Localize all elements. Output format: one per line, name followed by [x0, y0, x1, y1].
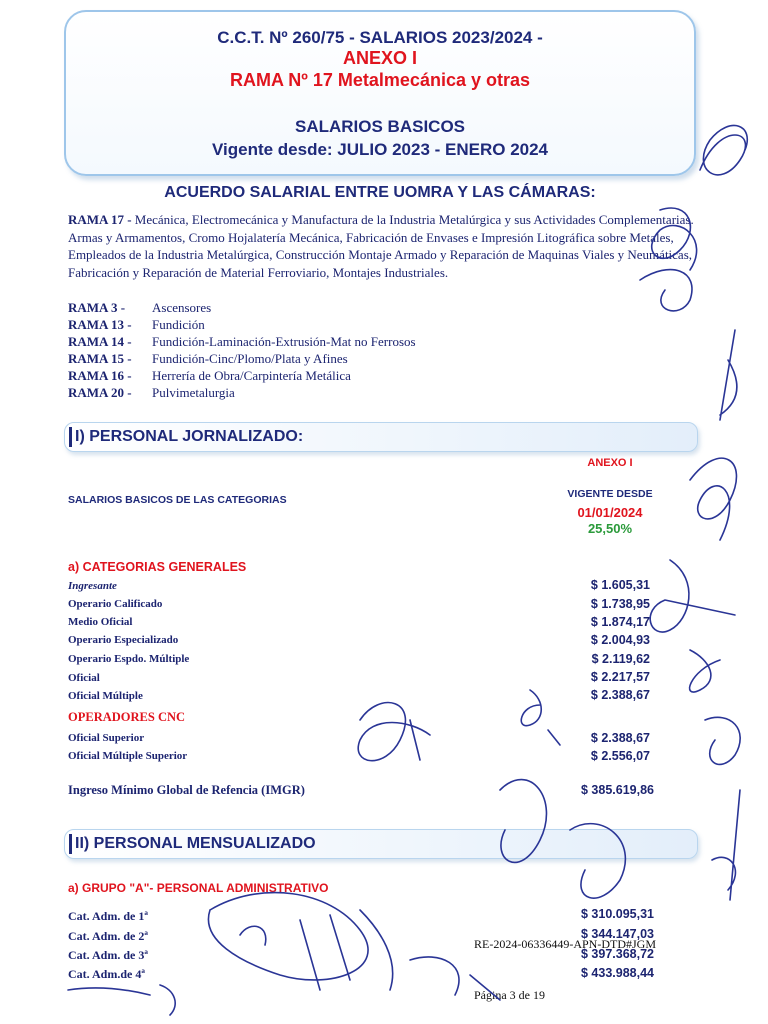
rama-line: [68, 300, 211, 316]
rama-desc: Herrería de Obra/Carpintería Metálica: [152, 368, 351, 383]
adm-value: $ 433.988,44: [581, 966, 654, 980]
rama-number: RAMA 14 -: [68, 334, 132, 349]
jornalizado-banner: I) PERSONAL JORNALIZADO:: [64, 422, 698, 452]
adm-value: $ 344.147,03: [581, 927, 654, 941]
rama17-paragraph: [68, 211, 698, 281]
signature-stroke: [300, 910, 393, 990]
rama-number: RAMA 13 -: [68, 317, 132, 332]
rama-line: [68, 334, 416, 350]
page-number: Página 3 de 19: [474, 988, 545, 1002]
rama17-text: Mecánica, Electromecánica y Manufactura de la Industria Metalúrgica y sus Actividades Complementarias. Armas y Armamentos, Cromo Hojalatería Mecánica, Fabricación de Envases e Impresión Litográfica sobre Metales, Empleados de la Industria Metalúrgica, Construcción Montaje Armado y Reparación de Maquinas Viales y Neumáticas, Fabricación y Reparación de Material Ferroviario, Montajes Industriales.: [68, 212, 694, 280]
signature-stroke: [68, 985, 175, 1015]
vigente-desde-label: VIGENTE DESDE: [567, 488, 653, 500]
categoria-value: $ 1.738,95: [590, 597, 650, 611]
rama-desc: Fundición-Cinc/Plomo/Plata y Afines: [152, 351, 348, 366]
rama-number: RAMA 3 -: [68, 300, 126, 315]
rama-desc: Fundición: [152, 317, 205, 332]
rama-line: [68, 385, 235, 401]
rama-title: RAMA Nº 17 Metalmecánica y otras: [229, 70, 530, 90]
adm-value: $ 397.368,72: [581, 947, 654, 961]
operadores-cnc-title: OPERADORES CNC: [68, 710, 186, 724]
anexo-title: ANEXO I: [342, 48, 417, 68]
signature-stroke: [650, 560, 735, 632]
rama-line: [68, 351, 348, 367]
categoria-name: Operario Calificado: [68, 598, 163, 610]
categoria-name: Operario Espdo. Múltiple: [68, 653, 190, 665]
categoria-value: $ 2.217,57: [590, 670, 650, 684]
signature-stroke: [521, 690, 560, 745]
document-id-stamp: RE-2024-06336449-APN-DTD#JGM: [474, 937, 656, 951]
signature-stroke: [700, 126, 747, 175]
anexo-label: ANEXO I: [587, 457, 633, 469]
acuerdo-title: ACUERDO SALARIAL ENTRE UOMRA Y LAS CÁMARAS:: [164, 184, 596, 201]
salarios-categorias-label: SALARIOS BASICOS DE LAS CATEGORIAS: [68, 494, 287, 506]
rama-line: [68, 317, 205, 333]
adm-name: Cat. Adm.de 4ª: [68, 967, 145, 981]
cnc-value: $ 2.556,07: [590, 749, 650, 763]
salarios-basicos-title: SALARIOS BASICOS: [294, 117, 466, 136]
signature-stroke: [690, 650, 720, 692]
vigente-title: Vigente desde: JULIO 2023 - ENERO 2024: [211, 140, 549, 159]
rama-desc: Pulvimetalurgia: [152, 385, 235, 400]
categoria-value: $ 2.004,93: [590, 633, 650, 647]
categoria-name: Oficial Múltiple: [68, 690, 143, 702]
categoria-name: Oficial: [68, 672, 100, 684]
signature-stroke: [720, 330, 737, 420]
signature-stroke: [705, 717, 740, 764]
mensualizado-banner: II) PERSONAL MENSUALIZADO: [64, 829, 698, 859]
rama-number: RAMA 16 -: [68, 368, 132, 383]
categoria-value: $ 2.388,67: [590, 688, 650, 702]
cct-title: C.C.T. Nº 260/75 - SALARIOS 2023/2024 -: [217, 28, 543, 47]
imgr-value: $ 385.619,86: [581, 783, 654, 797]
cnc-name: Oficial Múltiple Superior: [68, 750, 188, 762]
vigente-fecha: 01/01/2024: [577, 505, 643, 520]
adm-value: $ 310.095,31: [581, 907, 654, 921]
signature-stroke: [240, 926, 266, 945]
signature-stroke: [358, 703, 430, 761]
signature-stroke: [690, 458, 736, 540]
rama-number: RAMA 15 -: [68, 351, 132, 366]
rama17-label: RAMA 17 -: [68, 212, 132, 227]
signature-stroke: [208, 893, 368, 980]
rama-desc: Ascensores: [152, 300, 212, 315]
adm-name: Cat. Adm. de 3ª: [68, 948, 148, 962]
adm-name: Cat. Adm. de 2ª: [68, 929, 148, 943]
imgr-label: Ingreso Mínimo Global de Refencia (IMGR): [68, 783, 305, 797]
signature-stroke: [712, 790, 740, 900]
categoria-value: $ 2.119,62: [591, 652, 650, 666]
cnc-value: $ 2.388,67: [590, 731, 650, 745]
grupo-a-title: a) GRUPO "A"- PERSONAL ADMINISTRATIVO: [68, 881, 329, 895]
adm-name: Cat. Adm. de 1ª: [68, 909, 148, 923]
categorias-generales-title: a) CATEGORIAS GENERALES: [68, 560, 247, 574]
cnc-name: Oficial Superior: [68, 732, 145, 744]
rama-desc: Fundición-Laminación-Extrusión-Mat no Ferrosos: [152, 334, 416, 349]
categoria-name: Ingresante: [68, 580, 117, 592]
rama-line: [68, 368, 351, 384]
porcentaje-aumento: 25,50%: [587, 521, 633, 536]
rama-number: RAMA 20 -: [68, 385, 132, 400]
categoria-name: Medio Oficial: [68, 616, 133, 628]
categoria-value: $ 1.874,17: [590, 615, 650, 629]
categoria-value: $ 1.605,31: [590, 578, 650, 592]
categoria-name: Operario Especializado: [68, 634, 179, 646]
